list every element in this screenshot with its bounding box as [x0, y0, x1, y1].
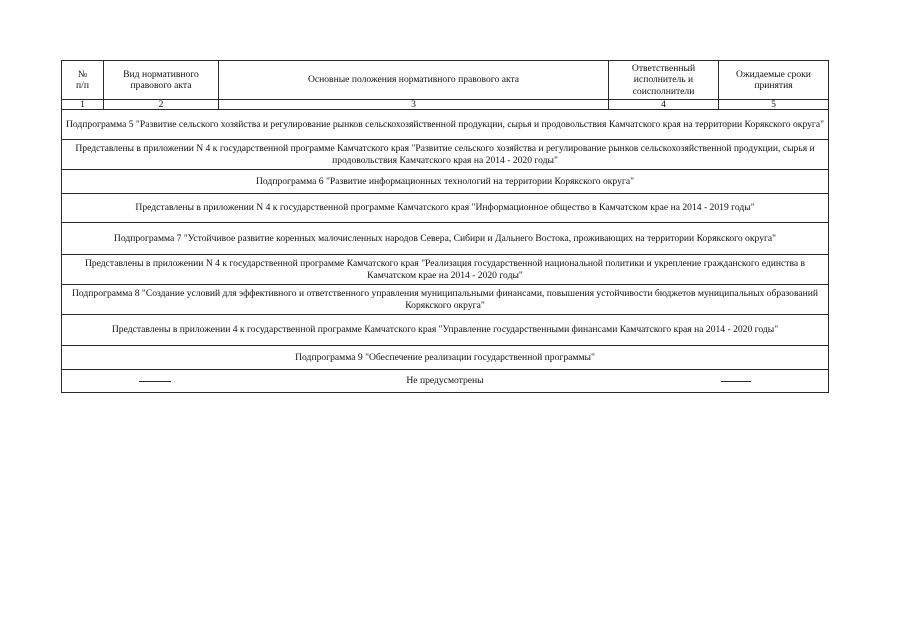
header-main-provisions: Основные положения нормативного правового акта: [219, 61, 609, 100]
subprogram-7-description: Представлены в приложении N 4 к государственной программе Камчатского края "Реализация государственной национальной политики и укрепление гражданского единства в Камчатском крае на 2014 - 2020 годы": [62, 255, 829, 285]
subprogram-6-title: Подпрограмма 6 "Развитие информационных технологий на территории Корякского округа": [62, 170, 829, 194]
column-number-cell: 3: [219, 100, 609, 110]
header-responsible: Ответственный исполнитель и соисполнители: [609, 61, 719, 100]
column-number-cell: 1: [62, 100, 104, 110]
table-header-row: [62, 61, 829, 100]
not-provided-cell: [62, 370, 829, 393]
header-act-type: Вид нормативного правового акта: [104, 61, 219, 100]
subprogram-5-title: Подпрограмма 5 "Развитие сельского хозяйства и регулирование рынков сельскохозяйственной продукции, сырья и продовольствия Камчатского края на территории Корякского округа": [62, 110, 829, 140]
table-row: [62, 223, 829, 255]
header-deadlines: Ожидаемые сроки принятия: [719, 61, 829, 100]
subprogram-6-description: Представлены в приложении N 4 к государственной программе Камчатского края "Информационное общество в Камчатском крае на 2014 - 2019 годы": [62, 194, 829, 223]
subprogram-9-title: Подпрограмма 9 "Обеспечение реализации государственной программы": [62, 346, 829, 370]
table-row: [62, 346, 829, 370]
column-number-cell: 5: [719, 100, 829, 110]
table-row: [62, 285, 829, 315]
table-row: [62, 194, 829, 223]
right-dash-line: [721, 381, 751, 382]
document-table: [61, 60, 829, 393]
table-row: [62, 170, 829, 194]
table-row: [62, 315, 829, 346]
table-row: [62, 370, 829, 393]
subprogram-5-description: Представлены в приложении N 4 к государственной программе Камчатского края "Развитие сельского хозяйства и регулирование рынков сельскохозяйственной продукции, сырья и продовольствия Камчатского края на 2014 - 2020 годы": [62, 140, 829, 170]
subprogram-8-title: Подпрограмма 8 "Создание условий для эффективного и ответственного управления муниципальными финансами, повышения устойчивости бюджетов муниципальных образований Корякского округа": [62, 285, 829, 315]
subprogram-7-title: Подпрограмма 7 "Устойчивое развитие коренных малочисленных народов Севера, Сибири и Дальнего Востока, проживающих на территории Корякского округа": [62, 223, 829, 255]
subprogram-8-description: Представлены в приложении 4 к государственной программе Камчатского края "Управление государственными финансами Камчатского края на 2014 - 2020 годы": [62, 315, 829, 346]
column-number-cell: 4: [609, 100, 719, 110]
column-number-row: [62, 100, 829, 110]
header-number: № п/п: [62, 61, 104, 100]
column-number-cell: 2: [104, 100, 219, 110]
table-row: [62, 110, 829, 140]
left-dash-line: [139, 381, 171, 382]
table-row: [62, 255, 829, 285]
not-provided-label: Не предусмотрены: [406, 375, 484, 387]
table-row: [62, 140, 829, 170]
